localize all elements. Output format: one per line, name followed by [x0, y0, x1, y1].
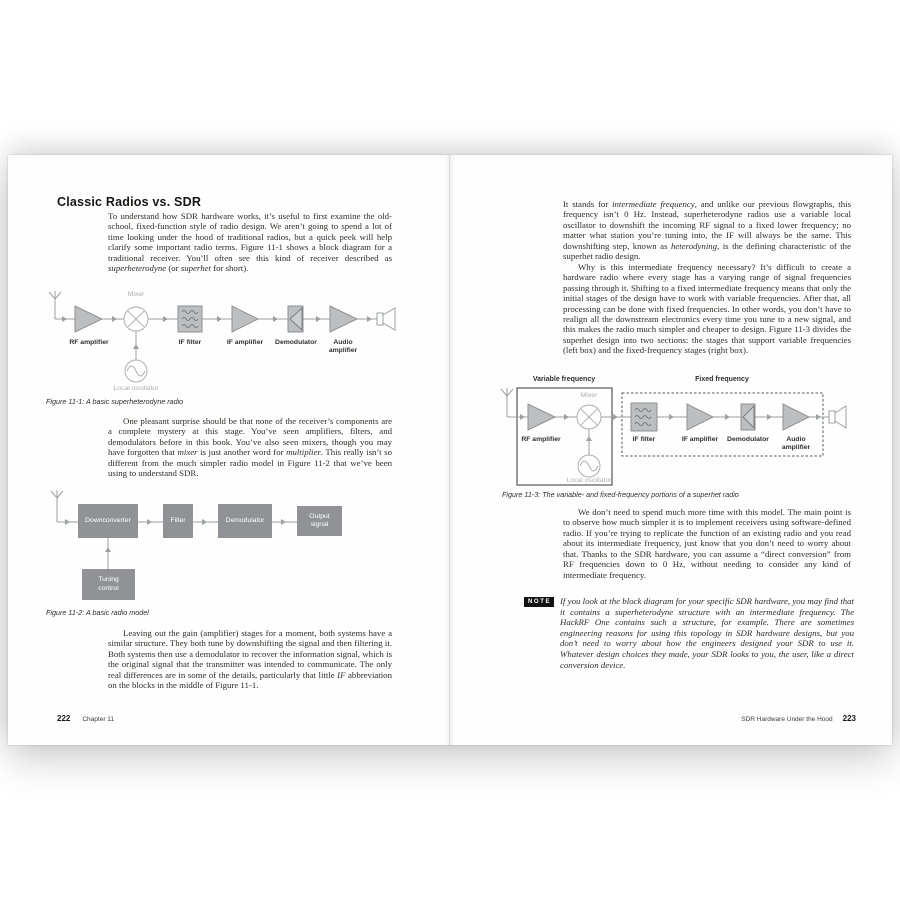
- mixer-label: Mixer: [580, 392, 598, 399]
- left-paragraph-1-block: [108, 211, 392, 274]
- left-page-footer: [57, 708, 114, 726]
- paragraph: Leaving out the gain (amplifier) stages for a moment, both systems have a similar structure. They both tune by downshifting the signal and then filtering it. Both systems then use a demodulator to recover the information signal, which is the original signal that the transmitter was intended to communicate. The only real differences are in some of the details, particularly that little IF abbreviation on the blocks in the middle of Figure 11-1.: [108, 628, 392, 691]
- demodulator-icon: [288, 306, 303, 332]
- right-page-footer: [741, 708, 856, 726]
- audio-amplifier-label: Audio amplifier: [328, 339, 358, 354]
- page-gutter-shadow: [444, 155, 456, 745]
- rf-amplifier-label: RF amplifier: [69, 339, 109, 346]
- paragraph: We don’t need to spend much more time with this model. The main point is to observe how much simpler it is to implement receivers using software-defined radio. If you’re trying to replicate the function of an existing radio and you read about its intermediate frequency, just know that you don’t need to worry about that. Thanks to the SDR hardware, you can assume a “direct conversion” from RF frequencies down to 0 Hz, without needing to consider any kind of intermediate frequency.: [563, 507, 851, 580]
- mixer-icon: [124, 307, 148, 331]
- fixed-frequency-label: Fixed frequency: [695, 376, 749, 383]
- note-badge: NOTE: [524, 597, 554, 607]
- variable-frequency-label: Variable frequency: [532, 376, 596, 383]
- page-number: 223: [842, 714, 856, 723]
- if-filter-icon: [178, 306, 202, 332]
- tuning-control-block: Tuning control: [82, 569, 135, 600]
- paragraph: Why is this intermediate frequency necessary? It’s difficult to create a hardware radio where every stage has a varying range of signal frequencies passing through it. Shifting to a fixed intermediate frequency means that only the initial stages of the design have to work with variable frequencies. After that, all processing can be done with fixed frequencies. In other words, you don’t have to realign all the downstream electronics every time you tune to a new signal, and this makes the radio much simpler and cheaper to design. Figure 11-3 divides the superhet design into two sections: the stages that support variable frequencies (left box) and the fixed-frequency stages (right box).: [563, 261, 851, 356]
- figure-11-2: [46, 488, 396, 620]
- audio-amplifier-label: Audio amplifier: [781, 436, 811, 451]
- rf-amplifier-icon: [528, 404, 555, 430]
- note-text: If you look at the block diagram for your specific SDR hardware, you may find that it contains a superheterodyne structure with an intermediate frequency. The HackRF One contains such a structure, for example. There are sometimes engineering reasons for using this topology in SDR hardware designs, but you don’t need to worry about how the engineers designed your SDR to use it. Whatever design choices they made, your SDR looks to you, the user, like a direct conversion device.: [560, 596, 854, 670]
- right-paragraph-3-block: [563, 507, 851, 580]
- demodulator-label: Demodulator: [275, 339, 317, 346]
- if-amplifier-icon: [232, 306, 258, 332]
- if-filter-label: IF filter: [632, 436, 656, 443]
- figure-11-3-caption: Figure 11-3: The variable- and fixed-frequency portions of a superhet radio: [502, 490, 739, 499]
- figure-11-2-caption: Figure 11-2: A basic radio model: [46, 608, 149, 617]
- audio-amplifier-icon: [330, 306, 357, 332]
- local-oscillator-label: Local oscillator: [113, 385, 159, 392]
- left-paragraph-2-block: [108, 416, 392, 479]
- paragraph: One pleasant surprise should be that none of the receiver’s components are a complete mystery at this stage. You’ve seen amplifiers, filters, and demodulators before in this book. You’ve also seen mixers, though you may have forgotten that mixer is just another word for multiplier. This really isn’t so different from the much simpler radio model in Figure 11-2 that we’ve been using to understand SDR.: [108, 416, 392, 479]
- figure-11-3: [498, 376, 860, 502]
- output-signal-block: Output signal: [297, 506, 342, 536]
- demodulator-label: Demodulator: [727, 436, 769, 443]
- if-amplifier-label: IF amplifier: [226, 339, 264, 346]
- local-oscillator-label: Local oscillator: [566, 477, 612, 484]
- left-paragraph-3-block: [108, 628, 392, 691]
- figure-11-3-diagram: [498, 376, 860, 488]
- mixer-label: Mixer: [127, 291, 145, 298]
- filter-block: Filter: [163, 504, 193, 538]
- rf-amplifier-icon: [75, 306, 102, 332]
- antenna-icon: [49, 291, 61, 319]
- demodulator-block: Demodulator: [218, 504, 272, 538]
- section-heading: Classic Radios vs. SDR: [57, 195, 202, 209]
- local-oscillator-icon: [578, 455, 600, 477]
- chapter-label: Chapter 11: [82, 716, 115, 723]
- figure-11-1-caption: Figure 11-1: A basic superheterodyne radio: [46, 397, 184, 406]
- paragraph: To understand how SDR hardware works, it’s useful to first examine the old-school, fixed-function style of radio design. We aren’t going to spend a lot of time looking under the hood of traditional radios, but a quick peek will help clarify some important radio terms. Figure 11-1 shows a block diagram for a traditional receiver. You’ll often see this kind of receiver described as superheterodyne (or superhet for short).: [108, 211, 392, 274]
- if-amplifier-label: IF amplifier: [681, 436, 719, 443]
- speaker-icon: [377, 308, 395, 330]
- if-filter-icon: [631, 403, 657, 431]
- paragraph: It stands for intermediate frequency, and unlike our previous flowgraphs, this frequency isn’t 0 Hz. Instead, superheterodyne radios use a variable local oscillator to downshift the incoming RF signal to a fixed lower frequency; no matter what station you’re tuning into, the IF will always be the same. This downshifting step, known as heterodyning, is the defining characteristic of the superhet radio design.: [563, 199, 852, 262]
- page-number: 222: [57, 714, 71, 723]
- speaker-icon: [829, 406, 846, 428]
- audio-amplifier-icon: [783, 404, 809, 430]
- page-gutter: [449, 155, 450, 745]
- right-paragraphs-top-block: [563, 199, 851, 356]
- book-spread: [8, 155, 892, 745]
- antenna-icon: [501, 388, 513, 417]
- downconverter-block: Downconverter: [78, 504, 138, 538]
- section-label: SDR Hardware Under the Hood: [741, 716, 833, 723]
- mixer-icon: [577, 405, 601, 429]
- demodulator-icon: [741, 404, 755, 430]
- rf-amplifier-label: RF amplifier: [521, 436, 561, 443]
- local-oscillator-icon: [125, 360, 147, 382]
- figure-11-1: [46, 291, 398, 407]
- if-filter-label: IF filter: [178, 339, 202, 346]
- if-amplifier-icon: [687, 404, 713, 430]
- antenna-icon: [51, 490, 63, 522]
